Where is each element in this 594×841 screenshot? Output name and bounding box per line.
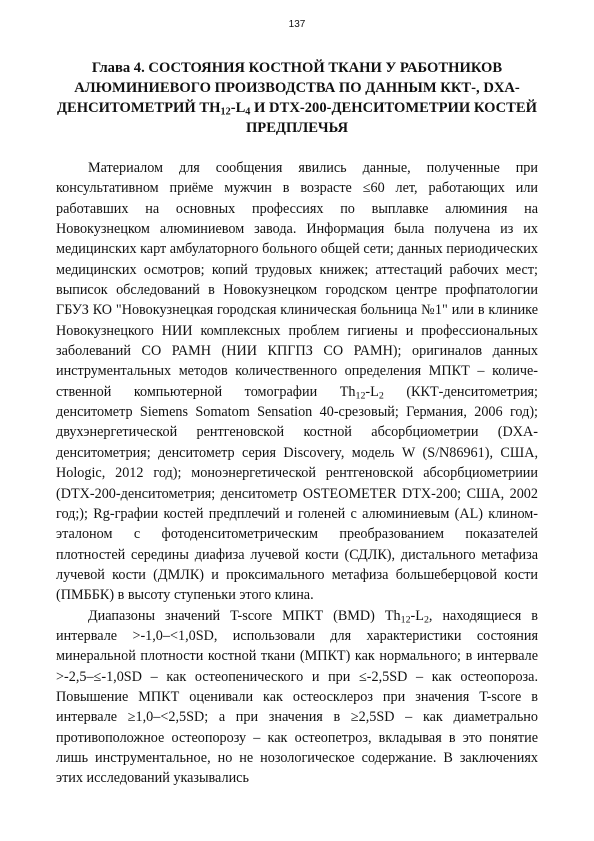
paragraph-text: (ККТ-денситометрия; денситометр Siemens Somatom Sensation 40-срезовый; Германия, 2006 год); двухэнергетической рентгеновской костной абсорбциометрии (DXA-денситометрия; денситометр серия Discovery, модель W (S/N86961), США, Hologic, 2012 год); моноэнергетической рентгеновской абсорбциометриии (DTX-200-денситометрия; денситометр OSTEOMETER DTX-200; США, 2002 год;); Rg-графии костей предплечий и голеней с алюминиевым (AL) клином-эталоном с фотоденситометрическим преобразованием показателей плотностей середины диафиза лучевой кости (СДЛК), дистального метафиза лучевой кости (ДМЛК) и проксимального метафиза большеберцовой кости (ПМББК) в высоту ступеньки этого клина. <box>56 383 538 604</box>
paragraph-text: , находящиеся в интервале >-1,0–<1,0SD, использовали для характеристики состояния минеральной плотности костной ткани (МПКТ) как нормального; в интервале >-2,5–≤-1,0SD – как остеопенического и при ≤-2,5SD – как остеопороза. Повышение МПКТ оценивали как остеосклероз при значения T-score в интервале ≥1,0–<2,5SD; а при значения в ≥2,5SD – как диаметрально противоположное остеопорозу – как остеопетроз, вкладывая в это понятие лишь инструментальное, но не нозологическое содержание. В заключениях этих исследований указывались <box>56 607 538 787</box>
paragraph-text: -L <box>410 607 424 624</box>
chapter-title-text: Глава 4. СОСТОЯНИЯ КОСТНОЙ ТКАНИ У РАБОТНИКОВ АЛЮМИНИЕВОГО ПРОИЗВОДСТВА ПО ДАННЫМ ККТ-, DXA-ДЕНСИТОМЕТРИЙ TH <box>56 60 520 116</box>
paragraph-tscore-ranges <box>56 606 538 789</box>
subscript: 12 <box>400 614 411 626</box>
paragraph-text: Материалом для сообщения явились данные, полученные при консультативном приёме мужчин в возрасте ≤60 лет, работающих или работавших на основных профессиях по выплавке алюминия на Новокузнецком алюминиевом завода. Информация была получена из их медицинских карт амбулаторного больного общей сети; данных периодических медицинских осмотров; копий трудовых книжек; аттестаций рабочих мест; выписок обследований в Новокузнецком городском центре профпатологии ГБУЗ КО "Новокузнецкая городская клиническая больница №1" или в клинике Новокузнецкого НИИ комплексных проблем гигиены и профессиональных заболеваний СО РАМН (НИИ КПГПЗ СО РАМН); оригиналов данных инструментальных методов количественного определения МПКТ – количественной компьютерной томографии Th <box>56 160 538 400</box>
subscript: 12 <box>355 390 366 402</box>
chapter-title <box>40 58 554 138</box>
paragraph-text: Диапазоны значений T-score МПКТ (BMD) Th <box>88 607 401 624</box>
subscript: 12 <box>220 106 231 118</box>
subscript: 4 <box>245 106 251 118</box>
body-text <box>56 158 538 789</box>
subscript: 2 <box>423 614 429 626</box>
paragraph-text: -L <box>365 383 379 400</box>
chapter-title-text: И DTX-200-ДЕНСИТОМЕТРИИ КОСТЕЙ ПРЕДПЛЕЧЬЯ <box>245 100 538 136</box>
subscript: 2 <box>378 390 384 402</box>
paragraph-materials <box>56 158 538 606</box>
chapter-title-text: -L <box>230 100 246 116</box>
page-number: 137 <box>288 19 306 30</box>
